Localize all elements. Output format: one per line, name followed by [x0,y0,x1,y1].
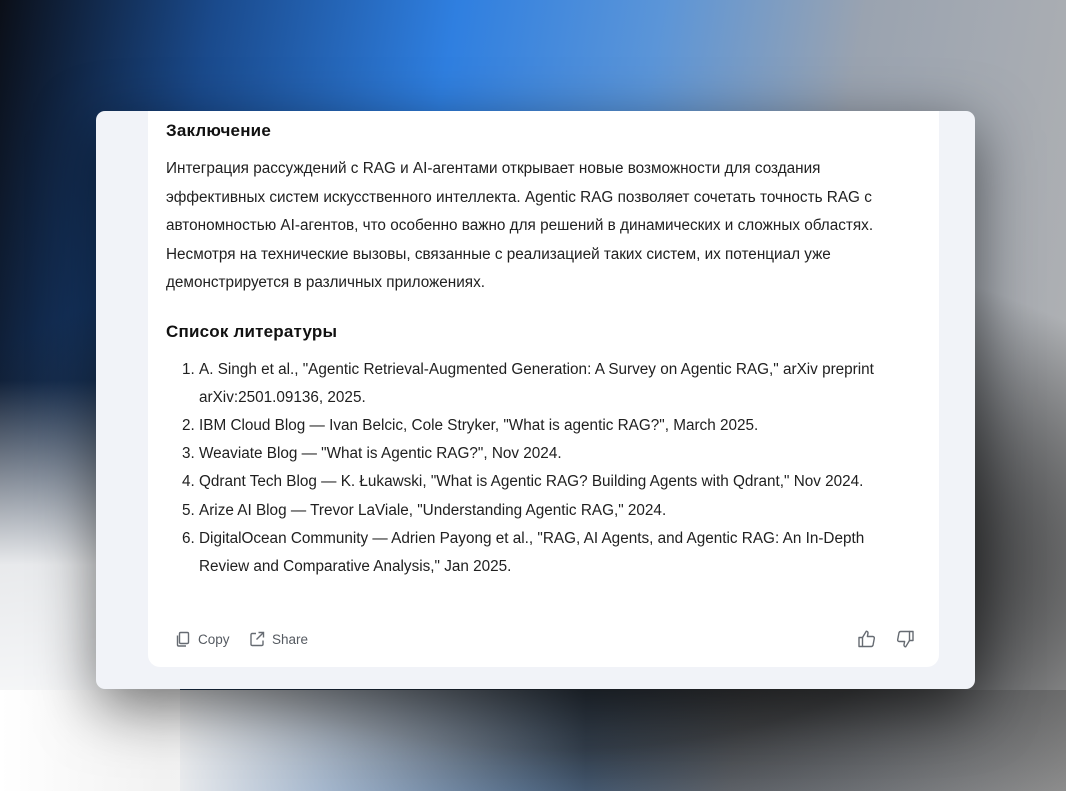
references-heading: Список литературы [166,321,338,341]
background-fade-bottom [0,690,1066,791]
chat-window [96,111,975,689]
thumbs-up-icon [856,628,878,650]
assistant-message [148,111,939,667]
thumbs-down-icon [894,628,916,650]
reference-item: 3. Weaviate Blog — "What is Agentic RAG?", Nov 2024. [199,440,918,468]
share-label: Share [272,631,309,647]
share-button[interactable] [248,625,308,653]
message-actions [174,625,916,653]
message-content [166,121,918,581]
reference-item: 1. A. Singh et al., "Agentic Retrieval-Augmented Generation: A Survey on Agentic RAG," arXiv preprint arXiv:2501.09136, 2025. [199,356,918,412]
conclusion-paragraph: Интеграция рассуждений с RAG и AI-агентами открывает новые возможности для создания эффективных систем искусственного интеллекта. Agentic RAG позволяет сочетать точность RAG с автономностью AI-агентов, что особенно важно для решений в динамических и сложных областях. Несмотря на технические вызовы, связанные с реализацией таких систем, их потенциал уже демонстрируется в различных приложениях. [166,160,874,291]
share-icon [248,630,266,648]
like-button[interactable] [856,625,878,653]
copy-icon [174,630,192,648]
dislike-button[interactable] [894,625,916,653]
reference-item: 4. Qdrant Tech Blog — K. Łukawski, "What is Agentic RAG? Building Agents with Qdrant," Nov 2024. [199,468,918,496]
copy-label: Copy [198,631,230,647]
reference-item: 2. IBM Cloud Blog — Ivan Belcic, Cole Stryker, "What is agentic RAG?", March 2025. [199,412,918,440]
reference-item: 6. DigitalOcean Community — Adrien Payong et al., "RAG, AI Agents, and Agentic RAG: An In-Depth Review and Comparative Analysis," Jan 2025. [199,525,918,581]
reference-item: 5. Arize AI Blog — Trevor LaViale, "Understanding Agentic RAG," 2024. [199,497,918,525]
copy-button[interactable] [174,625,230,653]
references-list [166,356,918,582]
conclusion-heading: Заключение [166,121,271,140]
